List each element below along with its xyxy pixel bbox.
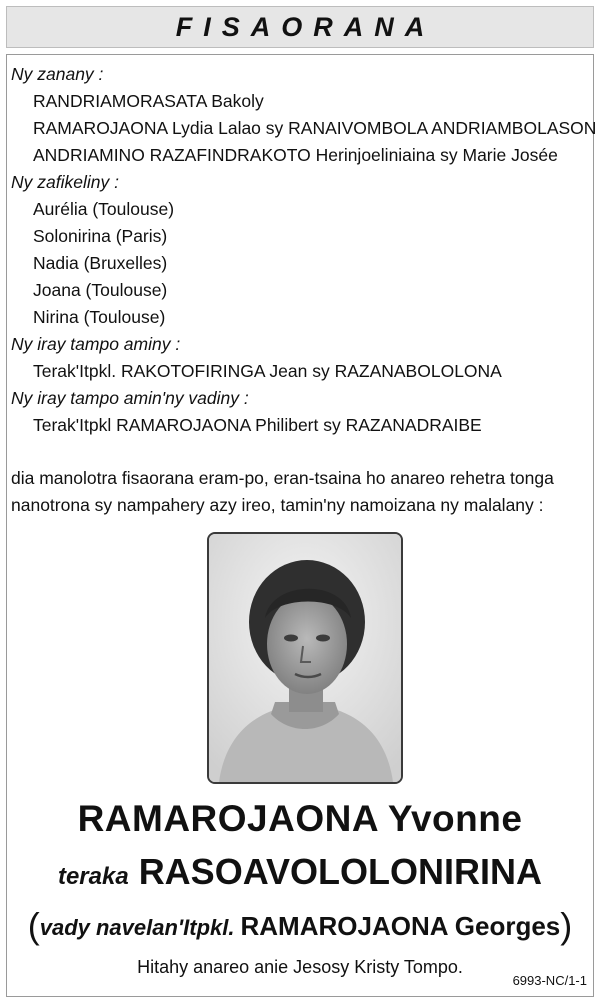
family-name: Terak'Itpkl. RAKOTOFIRINGA Jean sy RAZANABOLOLONA xyxy=(33,361,502,381)
portrait-photo-svg xyxy=(209,534,401,782)
notice-box xyxy=(6,54,597,997)
paren-open: ( xyxy=(27,905,40,946)
section-label: Ny iray tampo amin'ny vadiny : xyxy=(11,388,249,408)
section-label: Ny zanany : xyxy=(11,64,104,84)
deceased-name: RAMAROJAONA Yvonne xyxy=(77,798,523,839)
family-name: Terak'Itpkl RAMAROJAONA Philibert sy RAZANADRAIBE xyxy=(33,415,482,435)
thanks-paragraph xyxy=(11,465,587,519)
family-name: Solonirina (Paris) xyxy=(33,226,168,246)
paragraph-line: dia manolotra fisaorana eram-po, eran-tsaina ho anareo rehetra tonga xyxy=(11,468,554,488)
alias-prefix: teraka xyxy=(57,863,129,890)
reference-code: 6993-NC/1-1 xyxy=(512,973,587,988)
family-name: Aurélia (Toulouse) xyxy=(33,199,175,219)
page-title: FISAORANA xyxy=(175,11,436,42)
family-list xyxy=(7,61,597,439)
section-label: Ny zafikeliny : xyxy=(11,172,119,192)
spouse-line xyxy=(7,905,593,947)
section-label: Ny iray tampo aminy : xyxy=(11,334,181,354)
paren-close: ) xyxy=(560,905,573,946)
closing-blessing: Hitahy anareo anie Jesosy Kristy Tompo. xyxy=(137,957,463,977)
header-bar xyxy=(6,6,594,48)
family-name: RAMAROJAONA Lydia Lalao sy RANAIVOMBOLA ANDRIAMBOLASON xyxy=(33,118,597,138)
alias-name: RASOAVOLOLONIRINA xyxy=(138,851,543,892)
paragraph-line: nanotrona sy nampahery azy ireo, tamin'ny namoizana ny malalany : xyxy=(11,495,544,515)
family-name: Nirina (Toulouse) xyxy=(33,307,166,327)
portrait-photo-icon xyxy=(207,532,403,784)
spouse-name: RAMAROJAONA Georges xyxy=(240,911,561,941)
deceased-alias-line xyxy=(7,851,593,893)
family-name: RANDRIAMORASATA Bakoly xyxy=(33,91,264,111)
family-name: Nadia (Bruxelles) xyxy=(33,253,168,273)
spouse-prefix: vady navelan'Itpkl. xyxy=(39,915,235,940)
family-name: ANDRIAMINO RAZAFINDRAKOTO Herinjoeliniaina sy Marie Josée xyxy=(33,145,558,165)
family-name: Joana (Toulouse) xyxy=(33,280,168,300)
